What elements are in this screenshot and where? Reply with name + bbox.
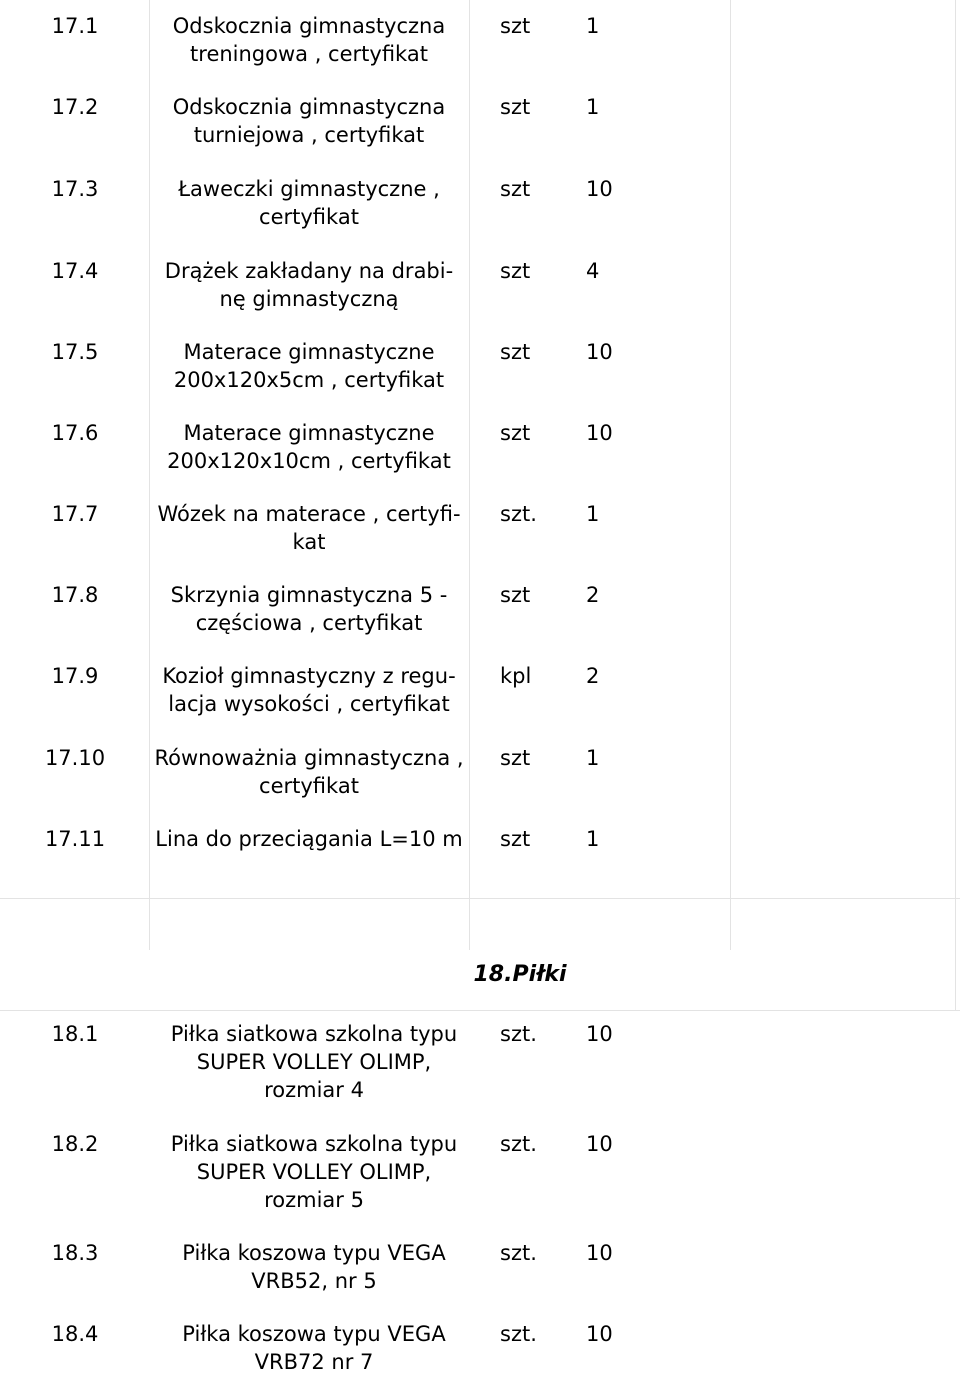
item-unit: szt: [500, 340, 531, 364]
item-number: 17.9: [51, 664, 99, 688]
item-name: Piłka siatkowa szkolna typu SUPER VOLLEY OLIMP, rozmiar 5: [170, 1132, 458, 1212]
item-unit: kpl: [500, 664, 532, 688]
item-qty: 4: [586, 259, 600, 283]
item-number: 17.4: [51, 259, 99, 283]
item-name: Piłka koszowa typu VEGA VRB72 nr 7: [182, 1322, 446, 1374]
item-unit: szt: [500, 583, 531, 607]
item-number: 18.2: [51, 1132, 99, 1156]
item-qty: 2: [586, 583, 600, 607]
item-qty: 1: [586, 502, 600, 526]
item-unit: szt.: [500, 1241, 537, 1265]
item-qty: 10: [586, 177, 613, 201]
item-number: 18.3: [51, 1241, 99, 1265]
item-number: 17.10: [44, 746, 106, 770]
item-qty: 10: [586, 1241, 613, 1265]
grid-line: [0, 898, 960, 899]
item-number: 17.1: [51, 14, 99, 38]
item-unit: szt: [500, 95, 531, 119]
item-qty: 2: [586, 664, 600, 688]
item-qty: 10: [586, 421, 613, 445]
section-title: 18.Piłki: [473, 962, 567, 987]
item-unit: szt.: [500, 502, 537, 526]
item-number: 17.11: [44, 827, 106, 851]
item-number: 17.8: [51, 583, 99, 607]
item-qty: 10: [586, 1022, 613, 1046]
item-unit: szt: [500, 421, 531, 445]
item-name: Piłka koszowa typu VEGA VRB52, nr 5: [182, 1241, 446, 1293]
grid-line: [955, 0, 956, 1010]
item-unit: szt: [500, 177, 531, 201]
item-name: Wózek na materace , certyfi- kat: [157, 502, 461, 554]
item-qty: 1: [586, 827, 600, 851]
item-qty: 10: [586, 1132, 613, 1156]
item-name: Kozioł gimnastyczny z regu- lacja wysokości , certyfikat: [162, 664, 456, 716]
item-name: Materace gimnastyczne 200x120x5cm , certyfikat: [173, 340, 445, 392]
item-name: Ławeczki gimnastyczne , certyfikat: [178, 177, 440, 229]
item-unit: szt: [500, 746, 531, 770]
item-number: 17.7: [51, 502, 99, 526]
item-unit: szt.: [500, 1022, 537, 1046]
item-name: Skrzynia gimnastyczna 5 - częściowa , certyfikat: [170, 583, 448, 635]
item-qty: 10: [586, 1322, 613, 1346]
item-number: 18.4: [51, 1322, 99, 1346]
item-name: Odskocznia gimnastyczna turniejowa , certyfikat: [172, 95, 446, 147]
item-unit: szt.: [500, 1322, 537, 1346]
item-number: 17.2: [51, 95, 99, 119]
item-unit: szt: [500, 259, 531, 283]
item-qty: 10: [586, 340, 613, 364]
item-number: 18.1: [51, 1022, 99, 1046]
item-unit: szt: [500, 827, 531, 851]
item-number: 17.5: [51, 340, 99, 364]
item-number: 17.3: [51, 177, 99, 201]
item-name: Lina do przeciągania L=10 m: [155, 827, 463, 851]
grid-line: [469, 0, 470, 950]
item-name: Piłka siatkowa szkolna typu SUPER VOLLEY OLIMP, rozmiar 4: [170, 1022, 458, 1102]
item-qty: 1: [586, 746, 600, 770]
item-name: Drążek zakładany na drabi- nę gimnastyczną: [164, 259, 454, 311]
grid-line: [0, 1010, 960, 1011]
item-number: 17.6: [51, 421, 99, 445]
item-unit: szt: [500, 14, 531, 38]
item-name: Odskocznia gimnastyczna treningowa , certyfikat: [172, 14, 446, 66]
item-unit: szt.: [500, 1132, 537, 1156]
item-qty: 1: [586, 95, 600, 119]
grid-line: [730, 0, 731, 950]
item-qty: 1: [586, 14, 600, 38]
item-name: Materace gimnastyczne 200x120x10cm , certyfikat: [167, 421, 451, 473]
item-name: Równoważnia gimnastyczna , certyfikat: [154, 746, 464, 798]
